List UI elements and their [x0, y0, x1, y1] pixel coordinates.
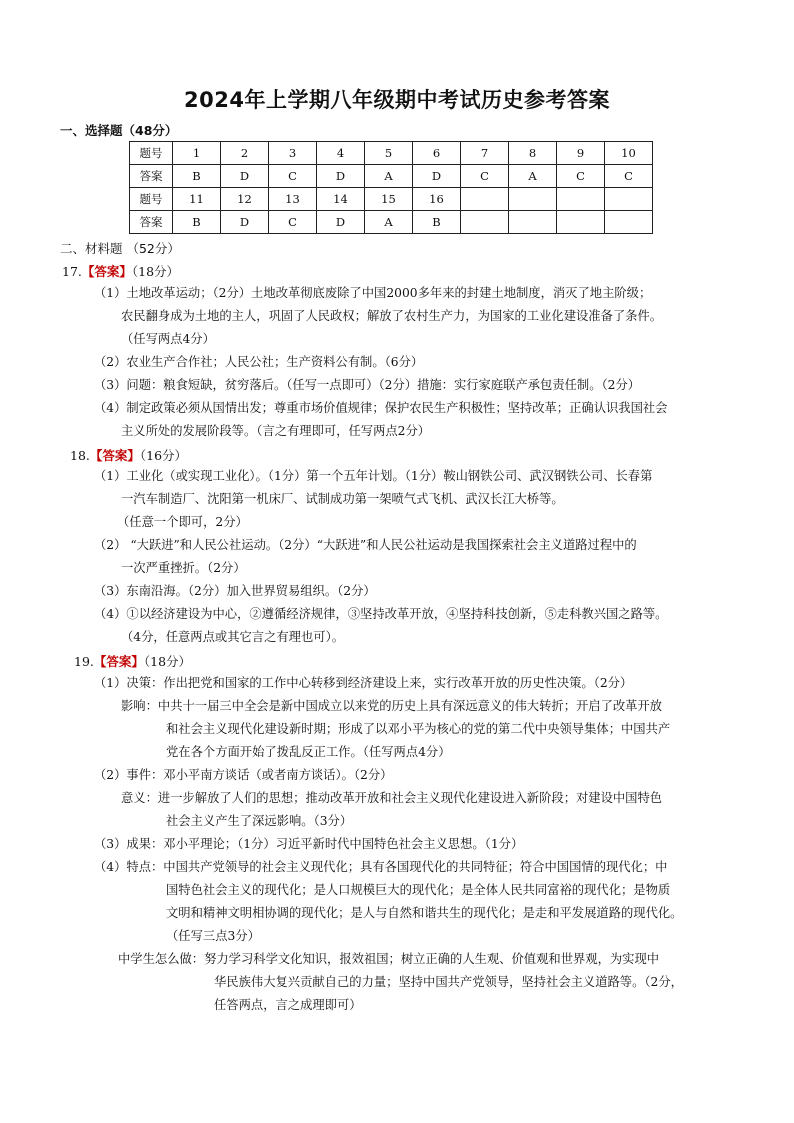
table-cell: B [413, 211, 461, 234]
answer-line: （2）事件：邓小平南方谈话（或者南方谈话）。（2分） [94, 768, 393, 782]
answer-tag: 【答案】 [81, 264, 132, 279]
answer-line: （3）成果：邓小平理论；（1分）习近平新时代中国特色社会主义思想。（1分） [94, 837, 524, 851]
question-number: 18. [70, 448, 90, 463]
question-score: （18分） [131, 264, 180, 279]
table-cell: C [269, 211, 317, 234]
table-cell: 5 [365, 142, 413, 165]
answer-line: （4）①以经济建设为中心，②遵循经济规律，③坚持改革开放，④坚持科技创新，⑤走科教兴国之路等。 [94, 607, 668, 621]
table-cell: B [173, 211, 221, 234]
table-cell: 10 [605, 142, 653, 165]
table-cell: 9 [557, 142, 605, 165]
table-cell: 6 [413, 142, 461, 165]
table-cell: 15 [365, 188, 413, 211]
table-cell [605, 188, 653, 211]
answer-line: 意义：进一步解放了人们的思想；推动改革开放和社会主义现代化建设进入新阶段；对建设中国特色 [121, 791, 663, 805]
answer-tag: 【答案】 [93, 654, 144, 669]
question-score: （16分） [139, 448, 188, 463]
section1-heading: 一、选择题（48分） [60, 123, 178, 138]
row-label: 答案 [130, 165, 173, 188]
table-row [130, 188, 653, 211]
answer-line: 任答两点，言之成理即可） [214, 998, 362, 1012]
answer-line: （4）特点：中国共产党领导的社会主义现代化；具有各国现代化的共同特征；符合中国国情的现代化；中 [94, 860, 668, 874]
table-cell [461, 188, 509, 211]
question-number: 19. [74, 654, 94, 669]
table-cell: A [365, 211, 413, 234]
table-cell: D [221, 211, 269, 234]
question-number: 17. [62, 264, 82, 279]
answer-line: （3）东南沿海。（2分）加入世界贸易组织。（2分） [94, 584, 376, 598]
table-cell [509, 211, 557, 234]
table-cell: 16 [413, 188, 461, 211]
table-row [130, 165, 653, 188]
answer-line: 中学生怎么做：努力学习科学文化知识，报效祖国；树立正确的人生观、价值观和世界观，为实现中 [118, 952, 660, 966]
q18-heading [70, 446, 187, 464]
page-title: 2024年上学期八年级期中考试历史参考答案 [184, 88, 610, 112]
table-cell: 8 [509, 142, 557, 165]
row-label: 题号 [130, 188, 173, 211]
question-score: （18分） [143, 654, 192, 669]
table-cell: C [557, 165, 605, 188]
table-cell: 11 [173, 188, 221, 211]
answer-line: （2） “大跃进”和人民公社运动。（2分）“大跃进”和人民公社运动是我国探索社会主义道路过程中的 [94, 538, 637, 552]
answer-line: 党在各个方面开始了拨乱反正工作。（任写两点4分） [166, 745, 451, 759]
row-label: 答案 [130, 211, 173, 234]
answer-line: （3）问题：粮食短缺，贫穷落后。（任写一点即可）（2分）措施：实行家庭联产承包责任制。（2分） [94, 378, 641, 392]
table-cell: 1 [173, 142, 221, 165]
answer-line: （任写三点3分） [166, 929, 260, 943]
table-row [130, 142, 653, 165]
table-cell: D [221, 165, 269, 188]
table-cell: 4 [317, 142, 365, 165]
table-cell [605, 211, 653, 234]
answer-line: 一次严重挫折。（2分） [121, 561, 246, 575]
answer-line: （任意一个即可，2分） [117, 515, 248, 529]
table-cell [461, 211, 509, 234]
q19-heading [74, 652, 191, 670]
answer-tag: 【答案】 [89, 448, 140, 463]
answer-line: 华民族伟大复兴贡献自己的力量；坚持中国共产党领导，坚持社会主义道路等。（2分， [214, 975, 683, 989]
table-cell: A [509, 165, 557, 188]
answer-line: 影响：中共十一届三中全会是新中国成立以来党的历史上具有深远意义的伟大转折；开启了改革开放 [121, 699, 663, 713]
table-cell: D [413, 165, 461, 188]
answer-line: 一汽车制造厂、沈阳第一机床厂、试制成功第一架喷气式飞机、武汉长江大桥等。 [121, 492, 564, 506]
answer-line: 主义所处的发展阶段等。（言之有理即可，任写两点2分） [121, 424, 431, 438]
answer-line: （任写两点4分） [121, 332, 215, 346]
table-cell: 2 [221, 142, 269, 165]
table-cell: A [365, 165, 413, 188]
answer-line: 文明和精神文明相协调的现代化；是人与自然和谐共生的现代化；是走和平发展道路的现代化。 [166, 906, 683, 920]
table-cell: 13 [269, 188, 317, 211]
row-label: 题号 [130, 142, 173, 165]
answer-line: 农民翻身成为土地的主人，巩固了人民政权；解放了农村生产力，为国家的工业化建设准备了条件。 [121, 309, 663, 323]
table-cell: 12 [221, 188, 269, 211]
answer-line: 国特色社会主义的现代化；是人口规模巨大的现代化；是全体人民共同富裕的现代化；是物质 [166, 883, 671, 897]
table-cell: D [317, 211, 365, 234]
answer-line: 和社会主义现代化建设新时期；形成了以邓小平为核心的党的第二代中央领导集体；中国共产 [166, 722, 671, 736]
mcq-answer-table [129, 141, 653, 234]
table-cell: C [269, 165, 317, 188]
table-cell: B [173, 165, 221, 188]
answer-line: （1）工业化（或实现工业化）。（1分）第一个五年计划。（1分）鞍山钢铁公司、武汉钢铁公司、长春第 [94, 469, 653, 483]
section2-heading: 二、材料题 （52分） [60, 241, 180, 256]
table-cell: C [461, 165, 509, 188]
answer-line: （1）决策：作出把党和国家的工作中心转移到经济建设上来，实行改革开放的历史性决策。（2分） [94, 676, 633, 690]
answer-line: （2）农业生产合作社；人民公社；生产资料公有制。（6分） [94, 355, 424, 369]
answer-line: （4分，任意两点或其它言之有理也可）。 [121, 630, 345, 644]
table-cell: D [317, 165, 365, 188]
answer-line: 社会主义产生了深远影响。（3分） [166, 814, 353, 828]
table-row [130, 211, 653, 234]
table-cell: 3 [269, 142, 317, 165]
table-cell: 14 [317, 188, 365, 211]
answer-line: （1）土地改革运动；（2分）土地改革彻底废除了中国2000多年来的封建土地制度，消灭了地主阶级； [94, 286, 652, 300]
q17-heading [62, 262, 179, 280]
answer-line: （4）制定政策必须从国情出发；尊重市场价值规律；保护农民生产积极性；坚持改革；正确认识我国社会 [94, 401, 668, 415]
table-cell [557, 188, 605, 211]
table-cell [557, 211, 605, 234]
table-cell: C [605, 165, 653, 188]
table-cell [509, 188, 557, 211]
table-cell: 7 [461, 142, 509, 165]
